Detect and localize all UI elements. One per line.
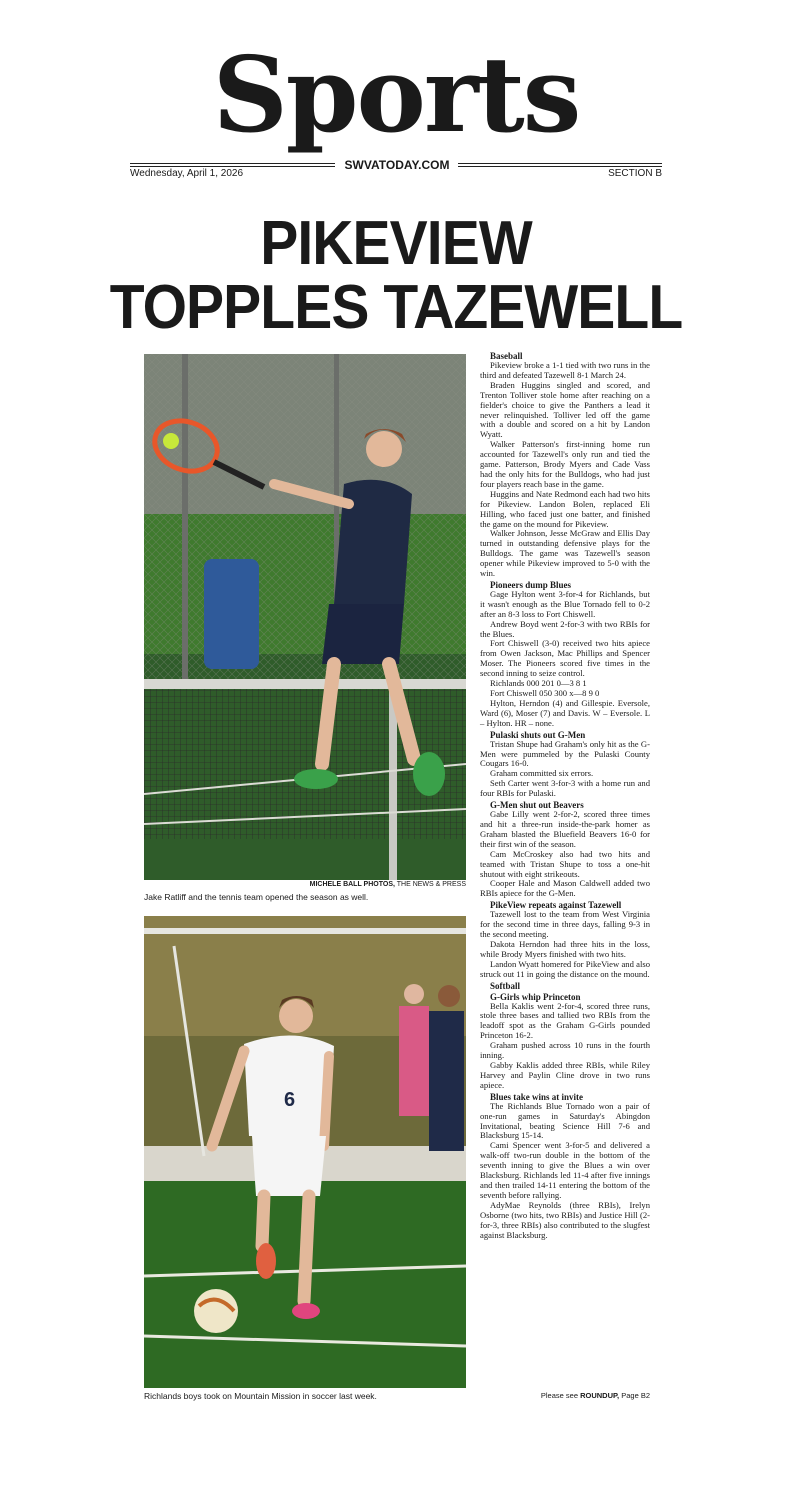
article-paragraph: Walker Johnson, Jesse McGraw and Ellis Day turned in outstanding defensive plays for the Bulldogs. The game was Tazewell's season opener while Pikeview improved to 5-0 with the win. (480, 528, 650, 579)
jump-page: Page B2 (619, 1391, 650, 1400)
photo-credit-name: MICHELE BALL PHOTOS, (309, 881, 395, 888)
issue-date: Wednesday, April 1, 2026 (130, 168, 244, 179)
rule-right-2 (458, 166, 662, 167)
soccer-photo (144, 916, 466, 1388)
article-paragraph: The Richlands Blue Tornado won a pair of one-run games in Saturday's Abingdon Invitational, beating Science Hill 7-6 and Blacksburg 15-14. (480, 1100, 650, 1141)
article-paragraph: Pikeview broke a 1-1 tied with two runs in the third and defeated Tazewell 8-1 March 24. (480, 360, 650, 380)
headline-line-1: PIKEVIEW (260, 209, 532, 278)
jump-prefix: Please see (540, 1391, 581, 1400)
article-paragraph: Graham pushed across 10 runs in the fourth inning. (480, 1040, 650, 1061)
main-headline (32, 209, 761, 342)
jersey-number: 6 (284, 1089, 296, 1111)
jump-line[interactable] (480, 1391, 650, 1400)
article-paragraph: Tristan Shupe had Graham's only hit as the G-Men were pummeled by the Pulaski County Cougars 16-0. (480, 738, 650, 769)
dateline (130, 160, 662, 180)
article-paragraph: Cam McCroskey also had two hits and teamed with Tristan Shupe to toss a one-hit shutout with eight strikeouts. (480, 848, 650, 879)
article-paragraph: Huggins and Nate Redmond each had two hits for Pikeview. Landon Bolen, replaced Eli Hilling, who faced just one batter, and finished the game on the mound for Pikeview. (480, 488, 650, 529)
rule-right (458, 163, 662, 164)
photo-credit (144, 881, 466, 888)
article-subhead: G-Girls whip Princeton (490, 991, 581, 1002)
section-label: SECTION B (608, 168, 662, 179)
article-paragraph: AdyMae Reynolds (three RBIs), Irelyn Osborne (two hits, two RBIs) and Justice Hill (2-for-3, three RBIs) also contributed to the slugfest against Blacksburg. (480, 1199, 650, 1240)
soccer-photo-illustration (144, 916, 466, 1388)
tennis-photo-illustration (144, 354, 466, 880)
soccer-caption: Richlands boys took on Mountain Mission in soccer last week. (144, 1391, 377, 1401)
article-paragraph: Dakota Herndon had three hits in the loss, while Brody Myers finished with two hits. (480, 938, 650, 959)
article-paragraph: Tazewell lost to the team from West Virginia for the second time in three days, falling 9-3 in the second meeting. (480, 909, 650, 940)
rule-left (130, 163, 335, 164)
jump-keyword: ROUNDUP, (580, 1391, 620, 1400)
article-paragraph: Seth Carter went 3-for-3 with a home run and four RBIs for Pulaski. (480, 778, 650, 799)
article-subhead: PikeView repeats against Tazewell (490, 900, 622, 911)
site-link[interactable]: SWVATODAY.COM (344, 158, 450, 172)
article-paragraph: Cooper Hale and Mason Caldwell added two RBIs apiece for the G-Men. (480, 878, 650, 899)
article-subhead: Pioneers dump Blues (490, 579, 572, 590)
masthead-title: Sports (212, 33, 580, 156)
headline-line-2: TOPPLES TAZEWELL (109, 273, 683, 342)
article-paragraph: Gage Hylton went 3-for-4 for Richlands, but it wasn't enough as the Blue Tornado fell to 0-2 after an 8-3 loss to Fort Chiswell. (480, 588, 650, 619)
article-paragraph: Graham committed six errors. (490, 768, 594, 779)
article-paragraph: Fort Chiswell (3-0) received two hits apiece from Owen Jackson, Mac Phillips and Spencer Moser. The Pioneers scored five times in the second inning to seize control. (480, 638, 650, 679)
photo-credit-source: THE NEWS & PRESS (394, 881, 466, 888)
tennis-caption: Jake Ratliff and the tennis team opened the season as well. (144, 892, 369, 902)
article-subhead: Baseball (490, 351, 523, 361)
article-subhead: Pulaski shuts out G-Men (490, 729, 586, 740)
tennis-photo (144, 354, 466, 880)
article-paragraph: Gabby Kaklis added three RBIs, while Riley Harvey and Paylin Cline drove in two runs apiece. (480, 1060, 650, 1090)
article-subhead: Softball (490, 980, 521, 991)
article-paragraph: Hylton, Herndon (4) and Gillespie. Eversole, Ward (6), Moser (7) and Davis. W – Eversole. L – Hylton. HR – none. (480, 697, 650, 728)
article-paragraph: Bella Kaklis went 2-for-4, scored three runs, stole three bases and tallied two RBIs from the leadoff spot as the Graham G-Girls pounded Princeton 16-2. (480, 1000, 650, 1041)
article-paragraph: Landon Wyatt homered for PikeView and also struck out 11 in going the distance on the mound. (480, 958, 650, 979)
rule-left-2 (130, 166, 335, 167)
article-paragraph: Richlands 000 201 0—3 8 1 (490, 678, 587, 689)
article-paragraph: Cami Spencer went 3-for-5 and delivered a walk-off two-run double in the bottom of the seventh inning to give the Blues a win over Blacksburg. Richlands led 11-4 after five innings and then trailed 14-11 entering the bottom of the seventh before rallying. (480, 1140, 650, 1200)
article-subhead: Blues take wins at invite (490, 1091, 584, 1102)
article-paragraph: Fort Chiswell 050 300 x—8 9 0 (490, 688, 600, 698)
article-paragraph: Walker Patterson's first-inning home run accounted for Tazewell's only run and tied the game. Patterson, Brody Myers and Cade Vass had the only hits for the Bulldogs, who had just four players reach base in the game. (480, 439, 650, 489)
article-subhead: G-Men shut out Beavers (490, 800, 584, 811)
article-paragraph: Andrew Boyd went 2-for-3 with two RBIs for the Blues. (480, 618, 650, 639)
article-paragraph: Gabe Lilly went 2-for-2, scored three times and hit a three-run inside-the-park homer as Graham blasted the Bluefield Beavers 16-0 for their first win of the season. (480, 809, 650, 849)
article-column (480, 350, 650, 1240)
article-paragraph: Braden Huggins singled and scored, and Trenton Tolliver stole home after reaching on a fielder's choice to give the Panthers a lead it never relinquished. Tolliver led off the game with a double and scored on a hit by Landon Wyatt. (480, 379, 650, 440)
